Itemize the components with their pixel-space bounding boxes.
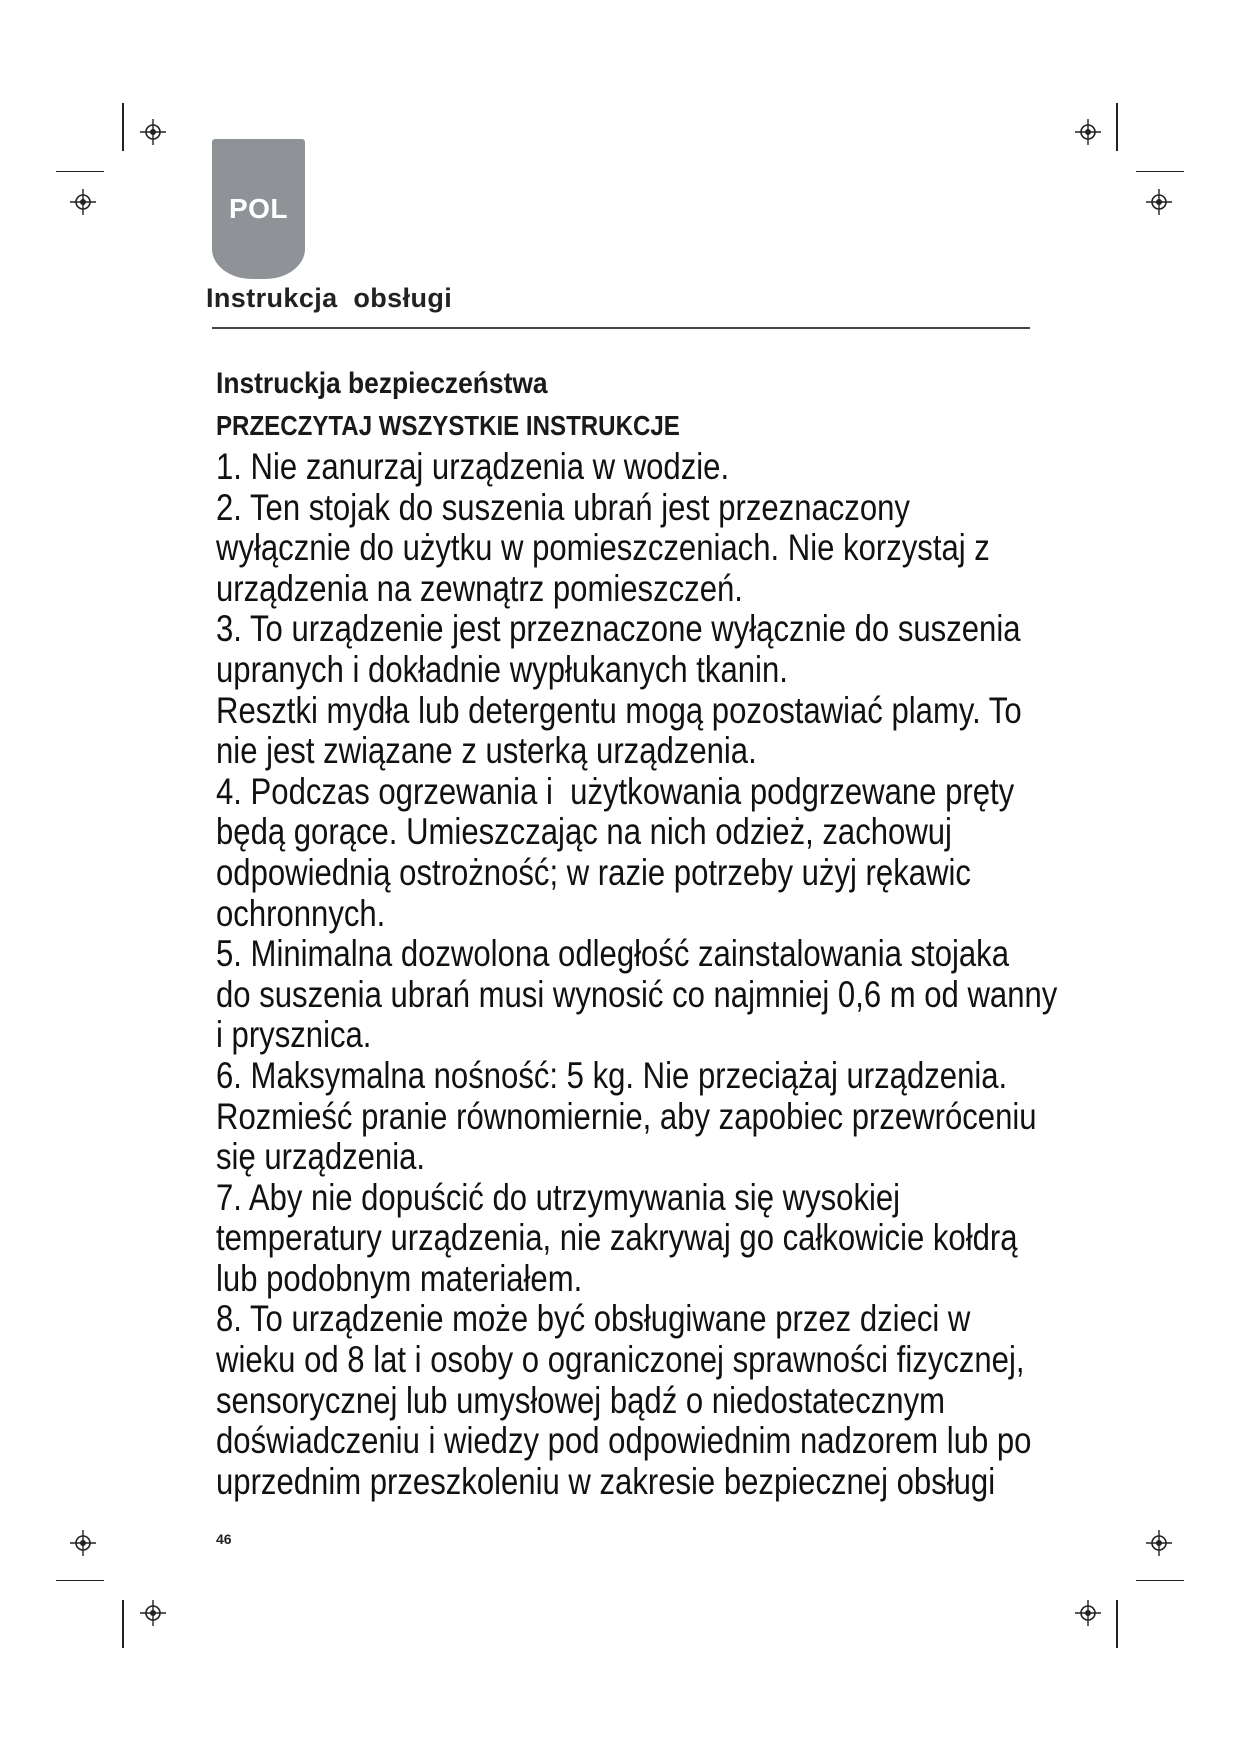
registration-mark-icon — [140, 1600, 166, 1626]
crop-mark-bottom-left-horizontal — [56, 1580, 104, 1581]
instruction-line: 5. Minimalna dozwolona odległość zainstalowania stojaka — [216, 933, 1009, 975]
instruction-list — [216, 447, 1116, 1502]
instruction-line: sensorycznej lub umysłowej bądź o niedostatecznym — [216, 1379, 946, 1421]
document-heading: Instruckja bezpieczeństwa — [216, 367, 548, 400]
section-header: Instrukcja obsługi — [206, 283, 453, 313]
page-number: 46 — [216, 1531, 232, 1547]
instruction-line: 3. To urządzenie jest przeznaczone wyłącznie do suszenia — [216, 608, 1021, 650]
instruction-line: urządzenia na zewnątrz pomieszczeń. — [216, 567, 743, 609]
language-tab-label: POL — [228, 193, 289, 224]
language-tab — [212, 139, 305, 279]
registration-mark-icon — [70, 1530, 96, 1556]
crop-mark-top-left-vertical — [122, 103, 124, 151]
instruction-line: do suszenia ubrań musi wynosić co najmniej 0,6 m od wanny — [216, 973, 1058, 1015]
crop-mark-top-left-horizontal — [56, 171, 104, 172]
instruction-line: będą gorące. Umieszczając na nich odzież, zachowuj — [216, 811, 952, 853]
instruction-line: 6. Maksymalna nośność: 5 kg. Nie przeciążaj urządzenia. — [216, 1054, 1008, 1096]
registration-mark-icon — [1146, 189, 1172, 215]
instruction-line: się urządzenia. — [216, 1136, 426, 1178]
registration-mark-icon — [1146, 1530, 1172, 1556]
instruction-line: Rozmieść pranie równomiernie, aby zapobiec przewróceniu — [216, 1095, 1037, 1137]
instruction-line: nie jest związane z usterką urządzenia. — [216, 730, 757, 772]
instruction-line: temperatury urządzenia, nie zakrywaj go całkowicie kołdrą — [216, 1217, 1018, 1259]
instruction-line: odpowiednią ostrożność; w razie potrzeby użyj rękawic — [216, 851, 971, 893]
instruction-line: doświadczeniu i wiedzy pod odpowiednim nadzorem lub po — [216, 1420, 1032, 1462]
registration-mark-icon — [140, 119, 166, 145]
instruction-line: uprzednim przeszkoleniu w zakresie bezpiecznej obsługi — [216, 1460, 996, 1502]
registration-mark-icon — [70, 189, 96, 215]
instruction-line: 8. To urządzenie może być obsługiwane przez dzieci w — [216, 1298, 971, 1340]
crop-mark-top-right-horizontal — [1136, 171, 1184, 172]
instruction-line: 4. Podczas ogrzewania i użytkowania podgrzewane pręty — [216, 770, 1015, 812]
instruction-line: wyłącznie do użytku w pomieszczeniach. Nie korzystaj z — [216, 527, 990, 569]
crop-mark-bottom-right-vertical — [1116, 1600, 1118, 1648]
document-content — [216, 363, 1116, 1502]
instruction-line: 2. Ten stojak do suszenia ubrań jest przeznaczony — [216, 486, 910, 528]
instruction-line: lub podobnym materiałem. — [216, 1257, 583, 1299]
instruction-line: 1. Nie zanurzaj urządzenia w wodzie. — [216, 446, 730, 487]
instruction-line: 7. Aby nie dopuścić do utrzymywania się wysokiej — [216, 1176, 901, 1218]
instruction-line: wieku od 8 lat i osoby o ograniczonej sprawności fizycznej, — [216, 1339, 1025, 1381]
instruction-line: upranych i dokładnie wypłukanych tkanin. — [216, 648, 788, 690]
header-divider — [212, 327, 1030, 329]
registration-mark-icon — [1075, 119, 1101, 145]
crop-mark-top-right-vertical — [1116, 103, 1118, 151]
crop-mark-bottom-left-vertical — [122, 1600, 124, 1648]
crop-mark-bottom-right-horizontal — [1136, 1580, 1184, 1581]
instruction-line: ochronnych. — [216, 892, 386, 934]
document-subheading: PRZECZYTAJ WSZYSTKIE INSTRUKCJE — [216, 410, 680, 441]
instruction-line: Resztki mydła lub detergentu mogą pozostawiać plamy. To — [216, 689, 1022, 731]
instruction-line: i prysznica. — [216, 1014, 372, 1056]
registration-mark-icon — [1075, 1600, 1101, 1626]
